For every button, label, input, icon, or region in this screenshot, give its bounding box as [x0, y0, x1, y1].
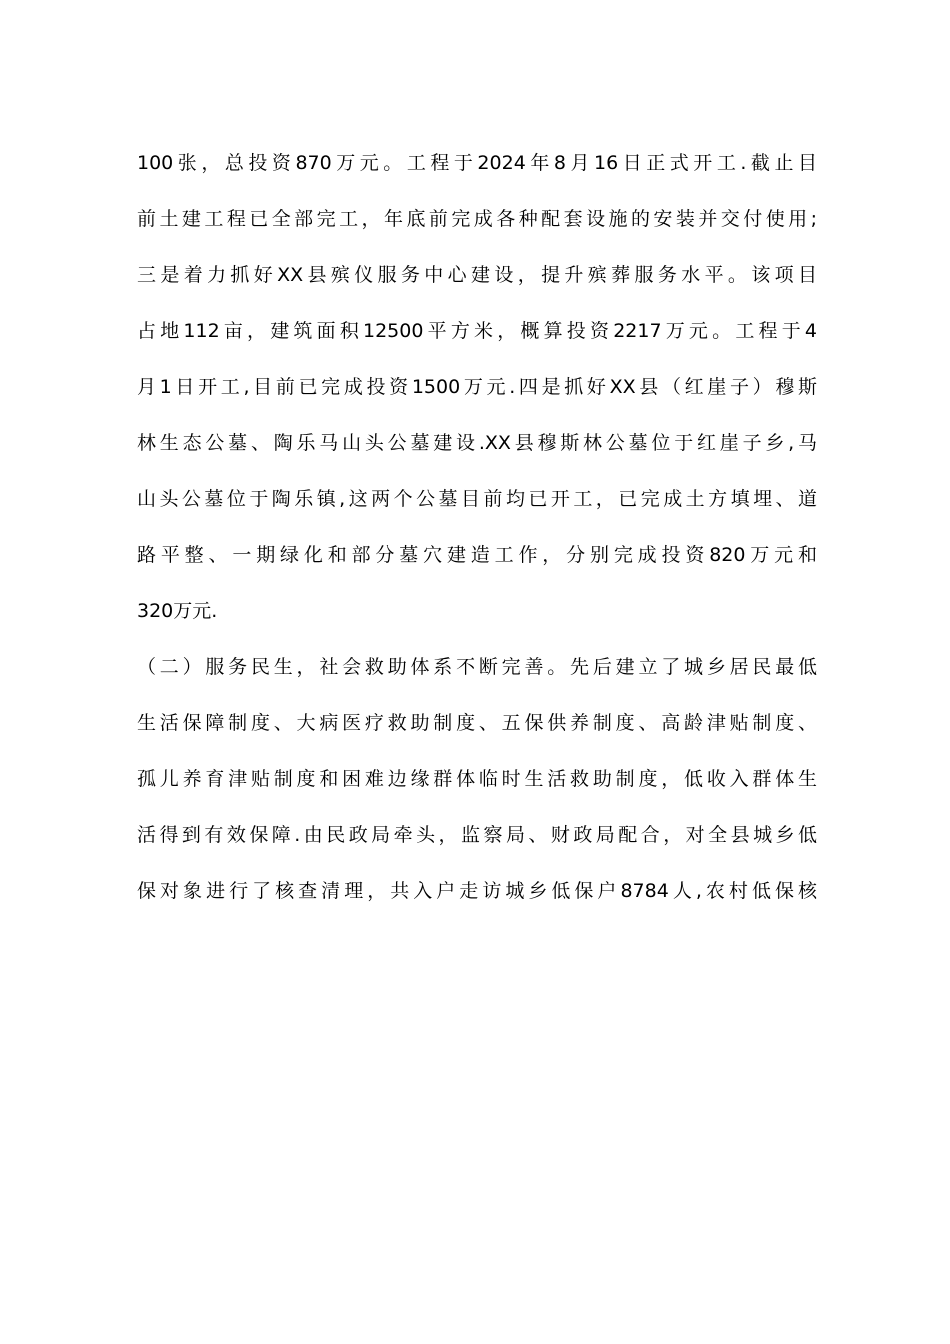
text-line-11: 生活保障制度、大病医疗救助制度、五保供养制度、高龄津贴制度、	[137, 712, 817, 734]
text-line-12: 孤儿养育津贴制度和困难边缘群体临时生活救助制度，低收入群体生	[137, 768, 817, 790]
text-line-3: 三是着力抓好XX县殡仪服务中心建设，提升殡葬服务水平。该项目	[137, 264, 817, 286]
text-line-6: 林生态公墓、陶乐马山头公墓建设.XX县穆斯林公墓位于红崖子乡,马	[137, 432, 817, 454]
text-line-10: （二）服务民生，社会救助体系不断完善。先后建立了城乡居民最低	[137, 656, 817, 678]
text-line-2: 前土建工程已全部完工，年底前完成各种配套设施的安装并交付使用;	[137, 208, 817, 230]
text-line-1: 100张，总投资870万元。工程于2024年8月16日正式开工.截止目	[137, 152, 817, 174]
text-line-5: 月1日开工,目前已完成投资1500万元.四是抓好XX县（红崖子）穆斯	[137, 376, 817, 398]
text-line-14: 保对象进行了核查清理，共入户走访城乡低保户8784人,农村低保核	[137, 880, 817, 902]
text-line-13: 活得到有效保障.由民政局牵头，监察局、财政局配合，对全县城乡低	[137, 824, 817, 846]
text-line-8: 路平整、一期绿化和部分墓穴建造工作，分别完成投资820万元和	[137, 544, 817, 566]
text-line-7: 山头公墓位于陶乐镇,这两个公墓目前均已开工，已完成土方填埋、道	[137, 488, 817, 510]
text-line-9: 320万元.	[137, 600, 218, 622]
text-line-4: 占地112亩，建筑面积12500平方米，概算投资2217万元。工程于4	[137, 320, 817, 342]
